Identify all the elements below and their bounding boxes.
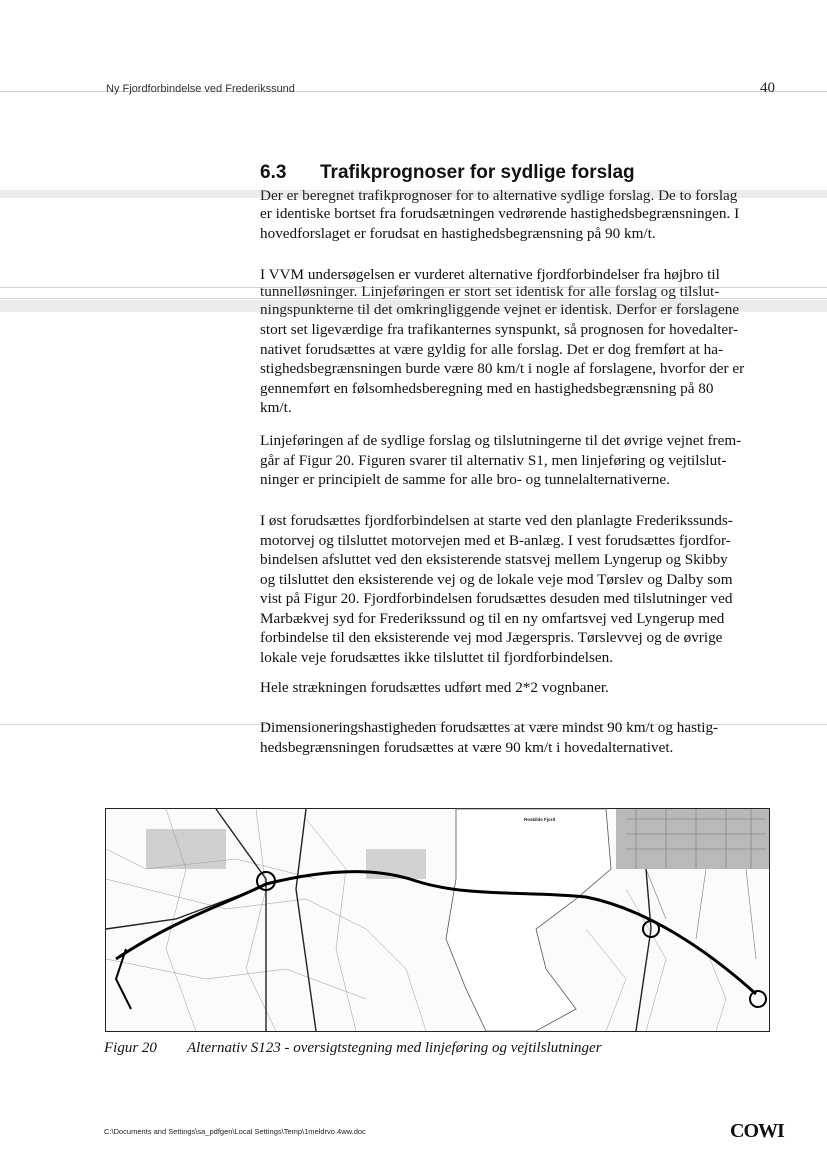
village-area (146, 829, 226, 869)
section-title: Trafikprognoser for sydlige forslag (320, 162, 635, 183)
paragraph-2 (260, 320, 780, 418)
paragraph-3 (260, 431, 780, 490)
figure-caption: Alternativ S123 - oversigtstegning med linjeføring og vejtilslutninger (187, 1040, 602, 1056)
text-line: Marbækvej syd for Frederikssund og til en ny omfartsvej ved Lyngerup med (260, 609, 725, 627)
text-line: gennemført en følsomhedsberegning med en hastighedsbegrænsning på 80 (260, 379, 714, 397)
paragraph-6 (260, 718, 780, 757)
text-line: Linjeføringen af de sydlige forslag og tilslutningerne til det øvrige vejnet frem- (260, 432, 742, 449)
text-line: hedsbegrænsningen forudsættes at være 90 km/t i hovedalternativet. (260, 738, 674, 756)
paragraph-5 (260, 678, 780, 698)
map-drawing (106, 809, 769, 1031)
interchange (750, 991, 766, 1007)
text-line: I VVM undersøgelsen er vurderet alternative fjordforbindelser fra højbro til (260, 266, 720, 283)
page-number: 40 (760, 80, 775, 96)
cut-text-line: Der er beregnet trafikprognoser for to alternative sydlige forslag. De to forslag (260, 187, 738, 204)
figure-label: Figur 20 (104, 1040, 157, 1056)
map-label: Roskilde Fjord (524, 817, 556, 822)
text-line: ninger er principielt de samme for alle bro- og tunnelalternativerne. (260, 471, 670, 488)
text-line: km/t. (260, 399, 292, 416)
text-line: stighedsbegrænsningen burde være 80 km/t i nogle af forslagene, hvorfor der er (260, 360, 745, 377)
town-area (616, 809, 769, 869)
text-line: er identiske bortset fra forudsætningen vedrørende hastighedsbegrænsningen. I (260, 205, 740, 222)
figure-map (105, 808, 770, 1032)
section-heading (260, 162, 635, 184)
cut-text-line: ningspunkterne til det omkringliggende vejnet er identisk. Derfor er forslagene (260, 301, 740, 318)
text-line: motorvej og tilsluttet motorvejen med et B-anlæg. I vest forudsættes fjordfor- (260, 531, 731, 549)
text-line: vist på Figur 20. Fjordforbindelsen forudsættes desuden med tilslutninger ved (260, 590, 733, 607)
text-line: lokale veje forudsættes ikke tilsluttet til fjordforbindelsen. (260, 648, 614, 666)
section-number: 6.3 (260, 162, 287, 183)
paragraph-1 (260, 204, 780, 243)
text-line: og tilsluttet den eksisterende vej og de lokale veje mod Tørslev og Dalby som (260, 570, 733, 588)
text-line: hovedforslaget er forudsat en hastighedsbegrænsning på 90 km/t. (260, 224, 656, 242)
text-line: Dimensioneringshastigheden forudsættes at være mindst 90 km/t og hastig- (260, 719, 719, 736)
footer-file-path: C:\Documents and Settings\sa_pdfgen\Local Settings\Temp\1meldrvo.4ww.doc (104, 1127, 366, 1136)
text-line: Hele strækningen forudsættes udført med 2*2 vognbaner. (260, 679, 609, 696)
fjord-water (446, 809, 611, 1031)
paragraph-4 (260, 511, 780, 667)
running-header: Ny Fjordforbindelse ved Frederikssund (106, 83, 295, 95)
text-line: stort set ligeværdige fra trafikanternes synspunkt, så prognosen for hovedalter- (260, 321, 738, 338)
text-line: nativet forudsættes at være gyldig for alle forslag. Det er dog fremført at ha- (260, 340, 724, 358)
text-line: I øst forudsættes fjordforbindelsen at starte ved den planlagte Frederikssunds- (260, 512, 733, 529)
text-line: forbindelse til den eksisterende vej mod Jægerspris. Tørslevvej og de øvrige (260, 629, 723, 646)
company-logo: COWI (730, 1120, 784, 1142)
new-alignment (116, 872, 756, 994)
cut-text-line: tunnelløsninger. Linjeføringen er stort set identisk for alle forslag og tilslut- (260, 283, 720, 300)
text-line: går af Figur 20. Figuren svarer til alternativ S1, men linjeføring og vejtilslut- (260, 451, 727, 469)
text-line: bindelsen afsluttet ved den eksisterende statsvej mellem Lyngerup og Skibby (260, 551, 728, 568)
